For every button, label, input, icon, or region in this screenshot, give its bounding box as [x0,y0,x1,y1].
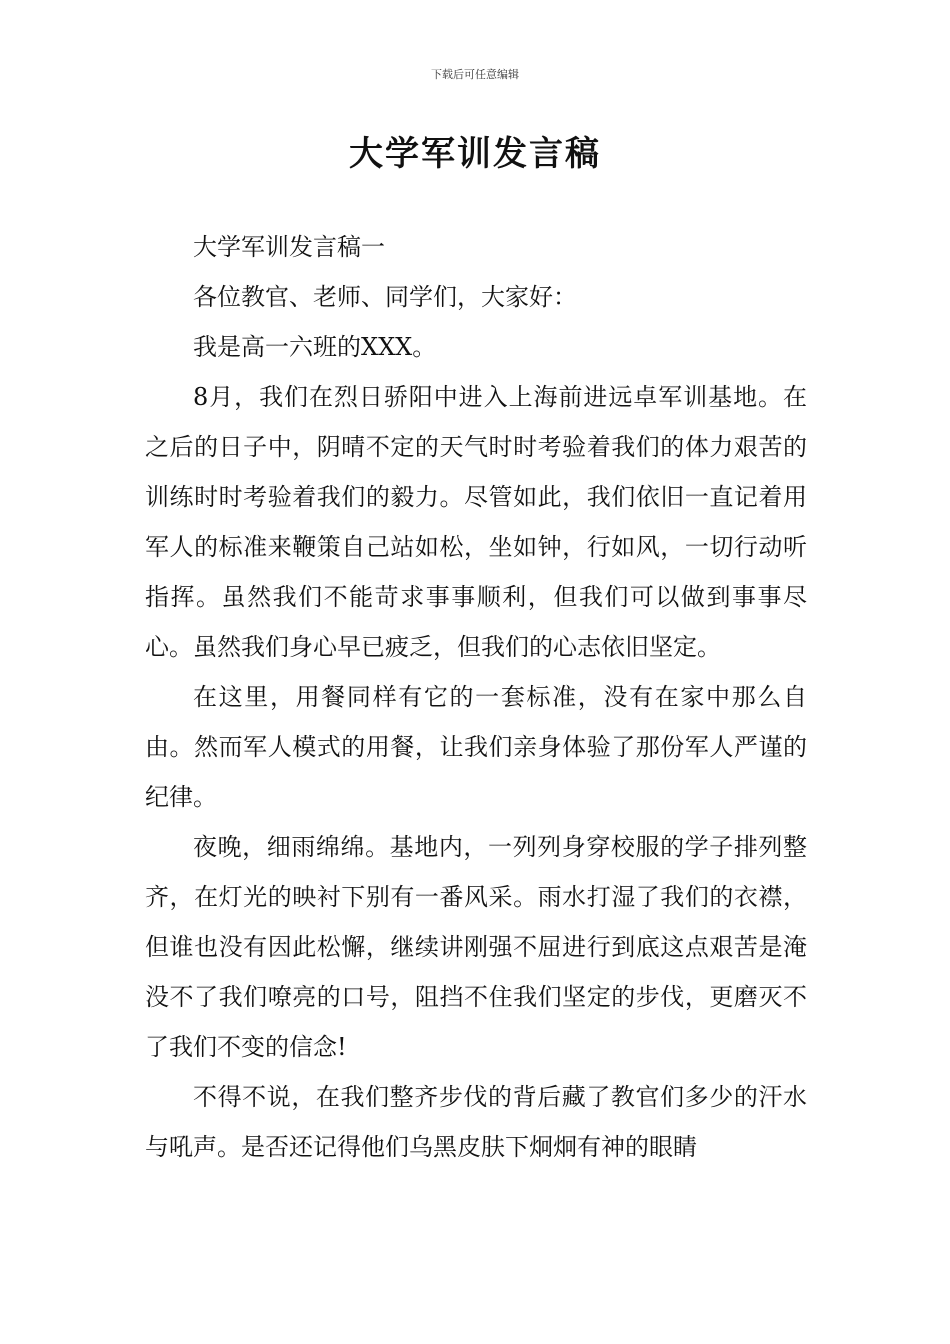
page-header-note: 下载后可任意编辑 [431,68,519,81]
paragraph-subtitle: 大学军训发言稿一 [193,233,385,261]
document-body [145,222,807,1172]
paragraph: 夜晚，细雨绵绵。基地内，一列列身穿校服的学子排列整齐，在灯光的映衬下别有一番风采。雨水打湿了我们的衣襟，但谁也没有因此松懈，继续讲刚强不屈进行到底这点艰苦是淹没不了我们嘹亮的口号，阻挡不住我们坚定的步伐，更磨灭不了我们不变的信念! [145,833,807,1061]
paragraph: 不得不说，在我们整齐步伐的背后藏了教官们多少的汗水与吼声。是否还记得他们乌黑皮肤下炯炯有神的眼睛 [145,1083,807,1161]
paragraph: 在这里，用餐同样有它的一套标准，没有在家中那么自由。然而军人模式的用餐，让我们亲身体验了那份军人严谨的纪律。 [145,683,807,811]
paragraph-introduction: 我是高一六班的XXX。 [193,333,437,361]
paragraph: 8月，我们在烈日骄阳中进入上海前进远卓军训基地。在之后的日子中，阴晴不定的天气时时考验着我们的体力艰苦的训练时时考验着我们的毅力。尽管如此，我们依旧一直记着用军人的标准来鞭策自己站如松，坐如钟，行如风，一切行动听指挥。虽然我们不能苛求事事顺利，但我们可以做到事事尽心。虽然我们身心早已疲乏，但我们的心志依旧坚定。 [145,383,807,661]
document-title: 大学军训发言稿 [349,134,601,174]
paragraph-greeting: 各位教官、老师、同学们，大家好： [193,283,577,311]
